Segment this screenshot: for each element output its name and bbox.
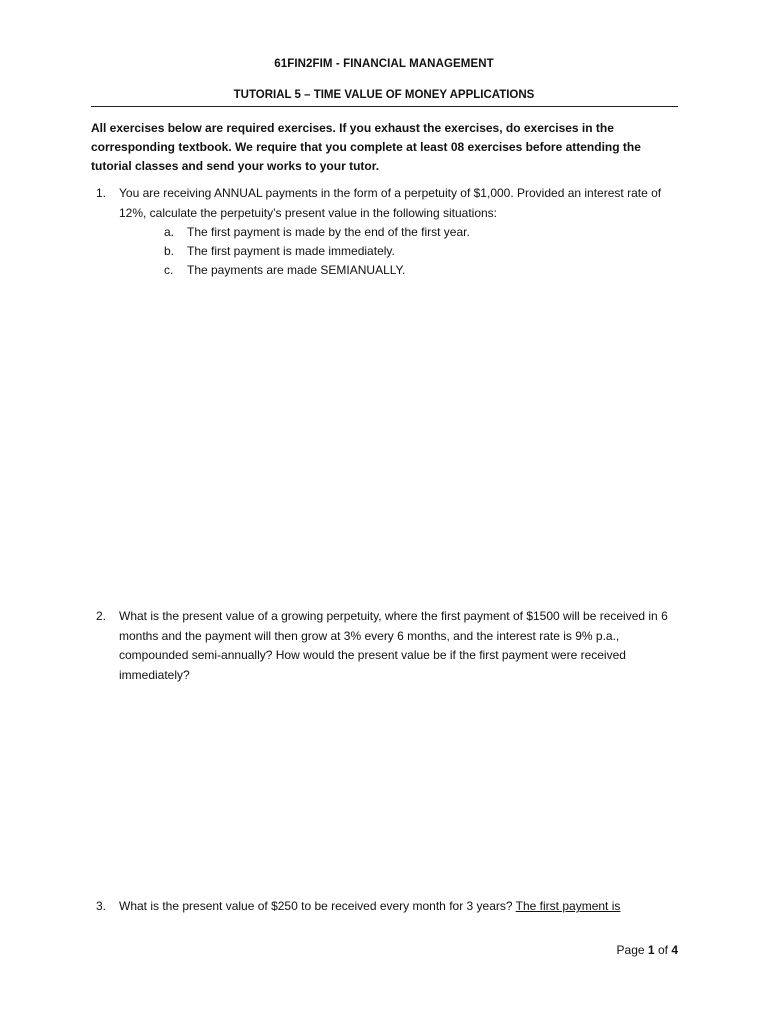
subitem-text: The first payment is made immediately. xyxy=(187,244,395,258)
question-text: You are receiving ANNUAL payments in the form of a perpetuity of $1,000. Provided an interest rate of 12%, calculate the perpetuity’s present value in the following situations: xyxy=(119,186,662,220)
question-1 xyxy=(91,184,681,280)
question-text-main: What is the present value of $250 to be received every month for 3 years? xyxy=(119,899,516,913)
title-divider xyxy=(91,106,678,107)
question-number: 3. xyxy=(96,899,107,913)
question-text-underlined: The first payment is xyxy=(515,899,621,913)
subitem-label: c. xyxy=(164,263,174,277)
subitem-text: The payments are made SEMIANUALLY. xyxy=(187,263,406,277)
subitem-c xyxy=(164,261,681,280)
subitem-b xyxy=(164,242,681,261)
subitem-label: a. xyxy=(164,225,175,239)
page-label: Page xyxy=(616,943,645,957)
course-title: 61FIN2FIM - FINANCIAL MANAGEMENT xyxy=(274,58,494,70)
page-of: of xyxy=(657,943,668,957)
intro-paragraph: All exercises below are required exercises. If you exhaust the exercises, do exercises in the corresponding textbook. We require that you complete at least 08 exercises before attending the tutorial classes and send your works to your tutor. xyxy=(91,121,641,173)
subitem-text: The first payment is made by the end of the first year. xyxy=(187,225,470,239)
subitem-a xyxy=(164,223,681,242)
page-number xyxy=(610,943,678,957)
tutorial-title: TUTORIAL 5 – TIME VALUE OF MONEY APPLICATIONS xyxy=(233,89,535,101)
question-number: 2. xyxy=(96,609,107,623)
page-current: 1 xyxy=(647,943,655,957)
question-text xyxy=(119,897,681,917)
page-total: 4 xyxy=(671,943,678,957)
question-2 xyxy=(91,607,681,685)
subitem-label: b. xyxy=(164,244,175,258)
question-number: 1. xyxy=(96,186,107,200)
question-3 xyxy=(91,897,681,917)
question-text: What is the present value of a growing perpetuity, where the first payment of $1500 will be received in 6 months and the payment will then grow at 3% every 6 months, and the interest rate is 9% p.a., compounded semi-annually? How would the present value be if the first payment were received immediately? xyxy=(119,609,668,682)
